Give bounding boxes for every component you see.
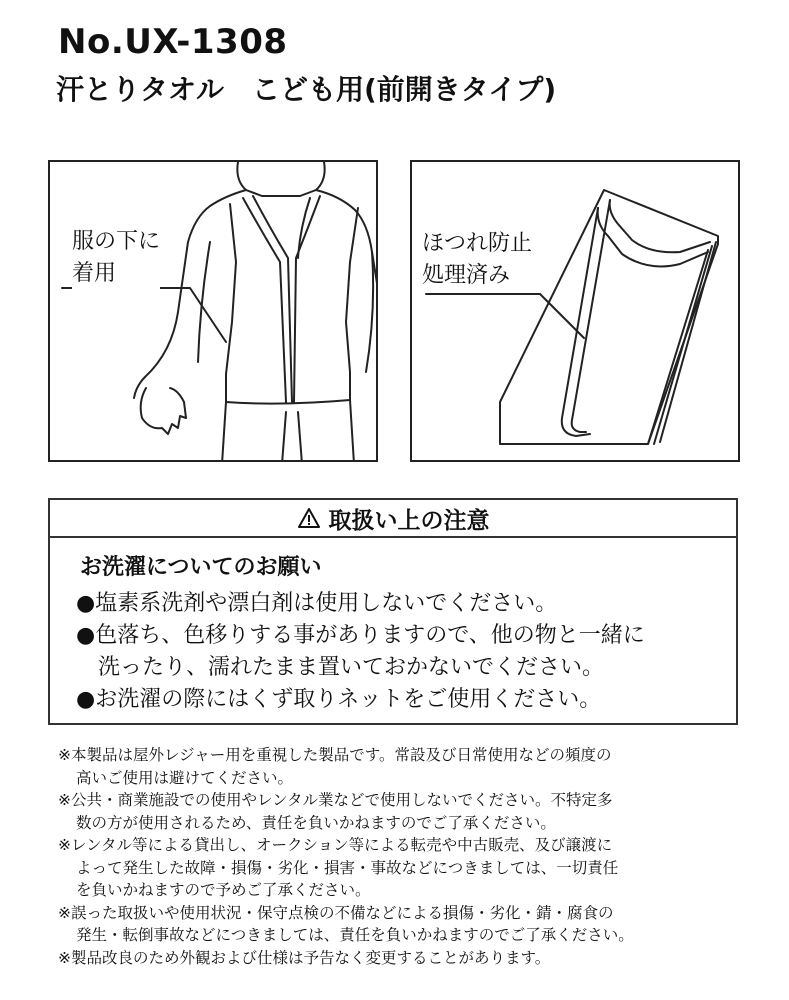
caution-item: ●色落ち、色移りする事がありますので、他の物と一緒に 洗ったり、濡れたまま置いておかないでください。 [76, 623, 645, 680]
caution-subheading: お洗濯についてのお願い [80, 555, 322, 580]
illustration-fray-prevention [410, 160, 740, 462]
product-subtitle: 汗とりタオル こども用(前開きタイプ) [56, 73, 557, 106]
caution-title: 取扱い上の注意 [328, 507, 490, 534]
folded-towel-drawing [412, 162, 740, 462]
caution-item: ●お洗濯の際にはくず取りネットをご使用ください。 [76, 687, 602, 712]
child-wearing-towel-drawing [50, 162, 378, 462]
illustration-wearing [48, 160, 378, 462]
note-item: ※本製品は屋外レジャー用を重視した製品です。常設及び日常使用などの頻度の 高いご使用は避けてください。 [58, 746, 612, 787]
label-fray-prevention: ほつれ防止 処理済み [422, 228, 532, 292]
note-item: ※レンタル等による貸出し、オークション等による転売や中古販売、及び譲渡に よって発生した故障・損傷・劣化・損害・事故などにつきましては、一切責任 を負いかねますので予めご了承ください。 [58, 836, 619, 899]
caution-header [50, 500, 736, 538]
caution-box [48, 498, 738, 725]
caution-list [76, 588, 736, 716]
note-item: ※製品改良のため外観および仕様は予告なく変更することがあります。 [58, 948, 551, 967]
model-number: No.UX-1308 [58, 22, 288, 62]
note-item: ※誤った取扱いや使用状況・保守点検の不備などによる損傷・劣化・錆・腐食の 発生・転倒事故などにつきましては、責任を負いかねますのでご了承ください。 [58, 903, 634, 944]
disclaimer-notes [58, 744, 778, 969]
warning-triangle-icon [297, 507, 321, 529]
label-wear-under-clothes: 服の下に 着用 [72, 226, 160, 290]
caution-item: ●塩素系洗剤や漂白剤は使用しないでください。 [76, 591, 558, 616]
note-item: ※公共・商業施設での使用やレンタル業などで使用しないでください。不特定多 数の方が使用されるため、責任を負いかねますのでご了承ください。 [58, 791, 613, 832]
